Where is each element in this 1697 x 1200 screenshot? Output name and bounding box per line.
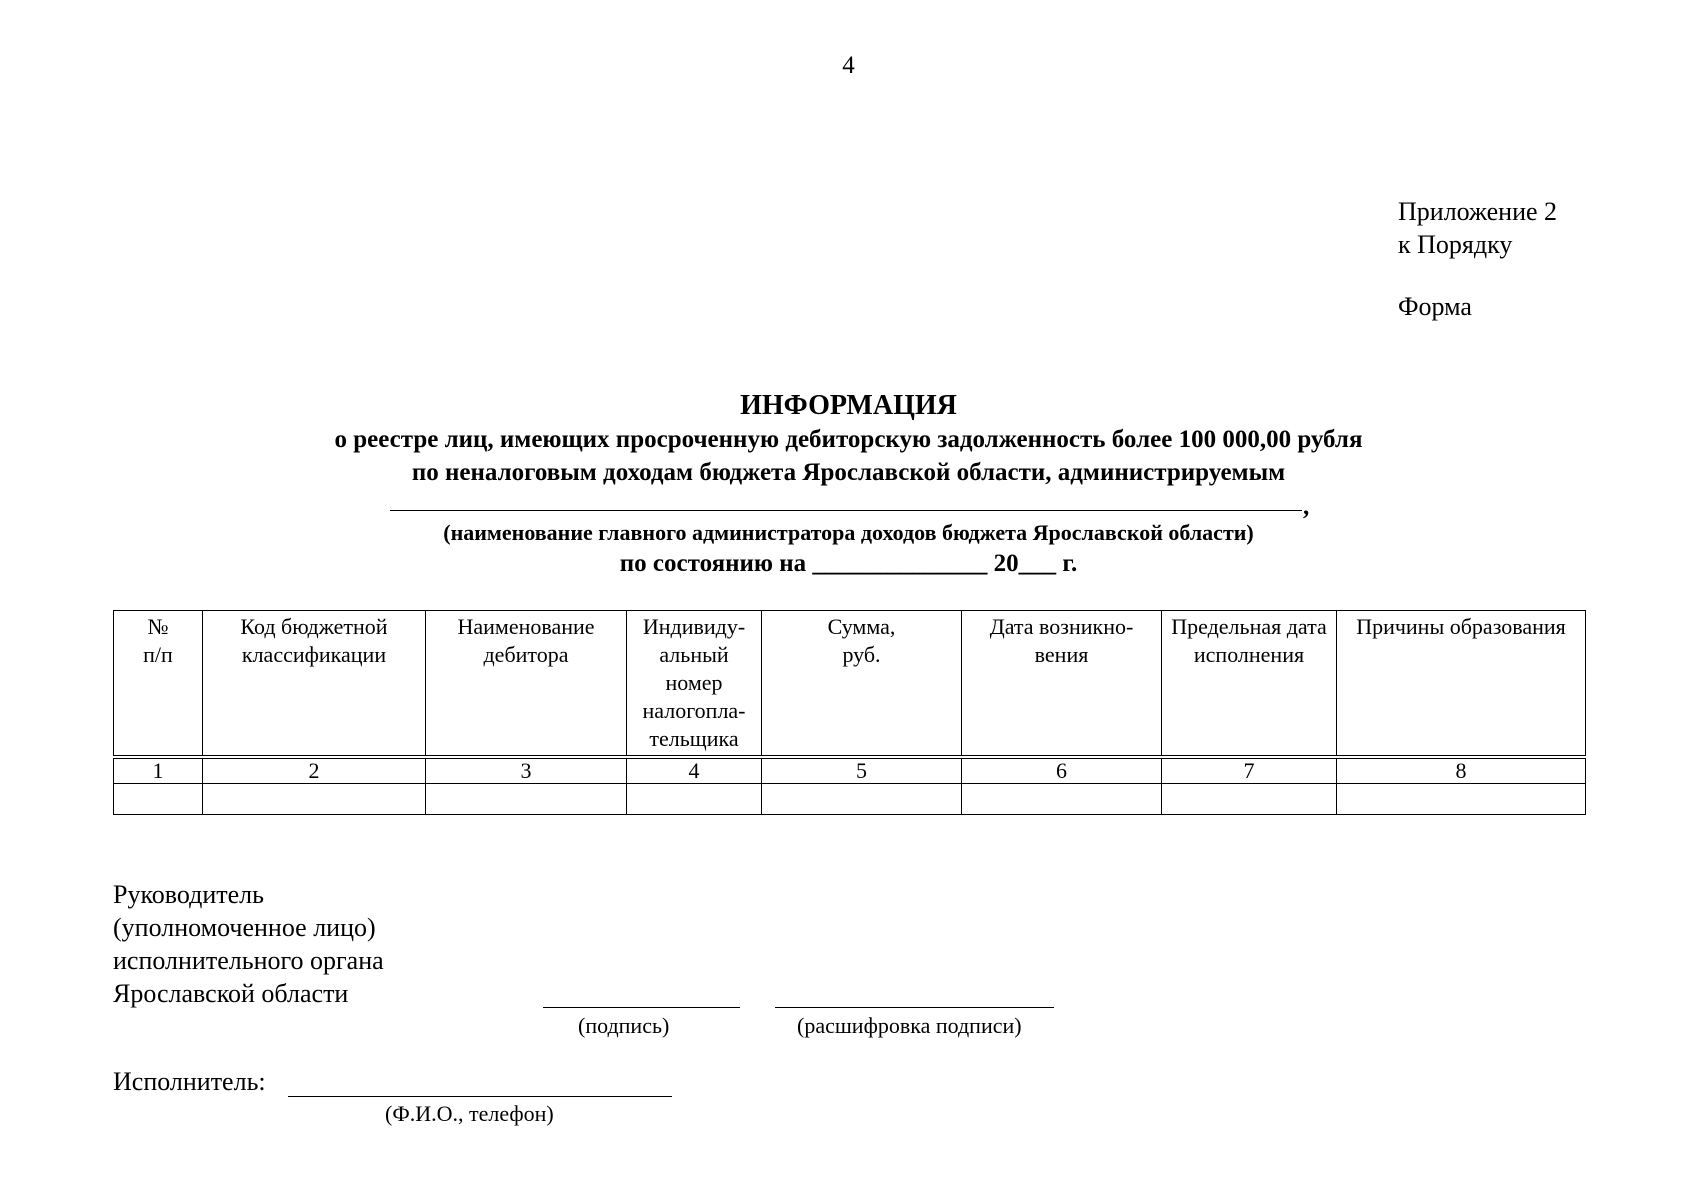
signatory-title-line-2: (уполномоченное лицо): [113, 913, 376, 942]
document-heading: ИНФОРМАЦИЯ: [740, 390, 957, 421]
table-cell: [627, 784, 762, 815]
column-number-cell: 7: [1162, 757, 1337, 784]
executor-caption: (Ф.И.О., телефон): [385, 1101, 554, 1126]
appendix-line-1: Приложение 2: [1398, 197, 1558, 226]
executor-line: [288, 1096, 672, 1097]
administrator-line-comma: ,: [1303, 493, 1310, 520]
table-cell: [1162, 784, 1337, 815]
table-header-row: [114, 611, 1586, 758]
table-cell: [1337, 784, 1586, 815]
column-number-cell: 2: [203, 757, 426, 784]
column-number-cell: 6: [962, 757, 1162, 784]
administrator-caption: (наименование главного администратора доходов бюджета Ярославской области): [443, 520, 1254, 545]
as-of-date-line: по состоянию на ______________ 20___ г.: [619, 550, 1078, 577]
table-cell: [426, 784, 627, 815]
page-number: 4: [842, 52, 855, 79]
table-cell: [203, 784, 426, 815]
header-cell: Индивиду- альный номер налогопла- тельщика: [627, 611, 762, 758]
signatory-title-line-1: Руководитель: [113, 880, 264, 909]
appendix-reference: [1398, 195, 1557, 261]
table-cell: [114, 784, 203, 815]
header-cell: Предельная дата исполнения: [1162, 611, 1337, 758]
column-number-cell: 5: [762, 757, 962, 784]
column-number-cell: 1: [114, 757, 203, 784]
signatory-title: [113, 878, 384, 1010]
column-number-cell: 8: [1337, 757, 1586, 784]
header-cell: Сумма, руб.: [762, 611, 962, 758]
header-cell: Наименование дебитора: [426, 611, 627, 758]
table-cell: [962, 784, 1162, 815]
signature-caption: (подпись): [578, 1013, 670, 1038]
column-number-cell: 3: [426, 757, 627, 784]
appendix-line-2: к Порядку: [1398, 230, 1513, 259]
header-cell: Причины образования: [1337, 611, 1586, 758]
debtor-registry-table: [113, 610, 1586, 815]
title-line-2: по неналоговым доходам бюджета Ярославской области, администрируемым: [411, 459, 1286, 486]
administrator-name-line: [390, 510, 1302, 511]
signature-line: [543, 1007, 740, 1008]
table-row: [114, 784, 1586, 815]
column-number-row: [114, 757, 1586, 784]
header-cell: № п/п: [114, 611, 203, 758]
table-cell: [762, 784, 962, 815]
header-cell: Дата возникно- вения: [962, 611, 1162, 758]
form-label: Форма: [1398, 292, 1472, 321]
title-line-1: о реестре лиц, имеющих просроченную дебиторскую задолженность более 100 000,00 рубля: [334, 426, 1363, 453]
header-cell: Код бюджетной классификации: [203, 611, 426, 758]
signature-decoding-caption: (расшифровка подписи): [797, 1013, 1022, 1038]
signatory-title-line-4: Ярославской области: [113, 979, 349, 1008]
signatory-title-line-3: исполнительного органа: [113, 946, 384, 975]
column-number-cell: 4: [627, 757, 762, 784]
signature-decoding-line: [775, 1007, 1054, 1008]
executor-label: Исполнитель:: [113, 1067, 266, 1096]
